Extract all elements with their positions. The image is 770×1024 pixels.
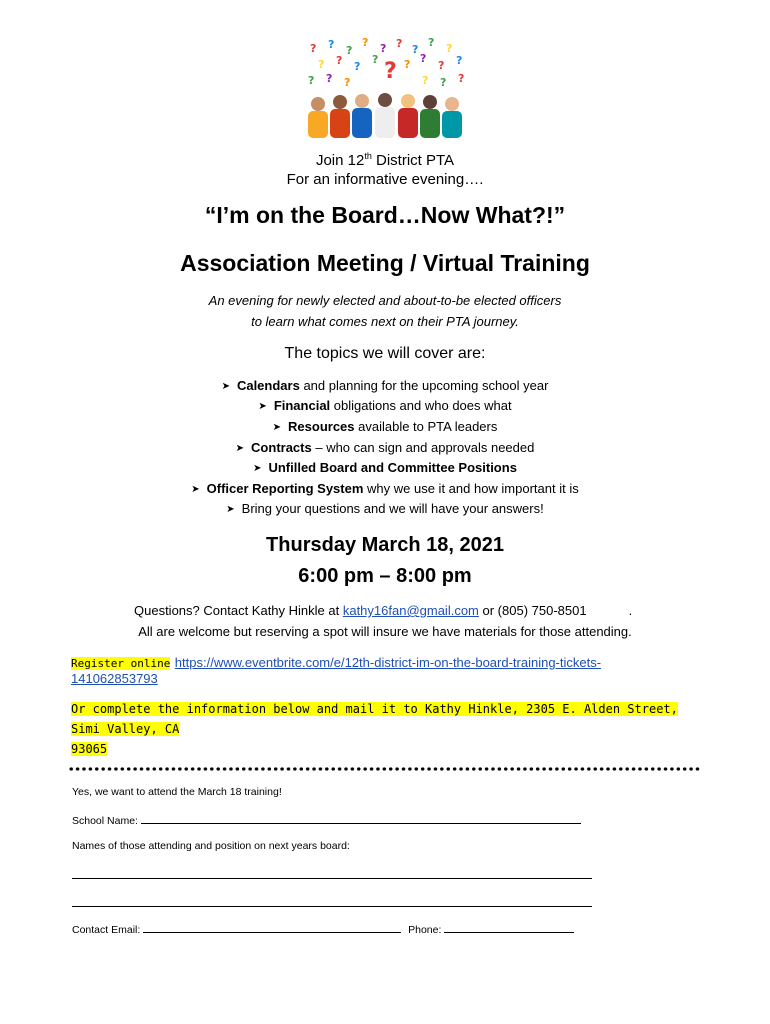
- svg-text:?: ?: [446, 42, 453, 55]
- svg-text:?: ?: [372, 53, 379, 66]
- intro-line-1: [0, 146, 770, 171]
- page-title: “I’m on the Board…Now What?!”: [204, 202, 566, 228]
- phone-label: Phone:: [408, 924, 442, 936]
- intro-join-sup: th: [364, 151, 372, 161]
- topic-bold: Unfilled Board and Committee Positions: [268, 460, 517, 475]
- intro-line-2: For an informative evening….: [286, 171, 484, 188]
- contact-phone: or (805) 750-8501: [478, 603, 587, 618]
- svg-text:?: ?: [308, 74, 315, 87]
- phone-field[interactable]: [444, 922, 574, 933]
- svg-text:?: ?: [380, 42, 387, 55]
- names-field-line-1[interactable]: [72, 868, 592, 879]
- event-date: Thursday March 18, 2021: [266, 534, 504, 556]
- svg-text:?: ?: [310, 42, 317, 55]
- arrow-bullet-icon: ➤: [253, 463, 262, 474]
- contact-email-link[interactable]: kathy16fan@gmail.com: [342, 603, 479, 618]
- svg-text:?: ?: [318, 58, 325, 71]
- names-label: Names of those attending and position on next years board:: [72, 840, 350, 852]
- arrow-bullet-icon: ➤: [272, 422, 282, 433]
- svg-text:?: ?: [404, 58, 411, 71]
- school-name-field[interactable]: [141, 813, 581, 824]
- svg-text:?: ?: [326, 72, 333, 85]
- svg-text:?: ?: [336, 54, 343, 67]
- description-line-1: An evening for newly elected and about-to-be elected officers: [208, 293, 562, 308]
- school-name-label: School Name:: [72, 815, 138, 827]
- arrow-bullet-icon: ➤: [221, 381, 230, 392]
- topic-item: [0, 458, 770, 481]
- intro-join-prefix: Join 12: [315, 152, 365, 169]
- mail-line-1: Or complete the information below and mail it to Kathy Hinkle, 2305 E. Alden Street, Simi Valley, CA: [71, 702, 678, 736]
- intro-join-suffix: District PTA: [371, 152, 455, 169]
- svg-text:?: ?: [328, 38, 335, 51]
- topic-rest: why we use it and how important it is: [363, 481, 579, 496]
- register-url-link-2[interactable]: 141062853793: [71, 671, 158, 686]
- svg-text:?: ?: [438, 59, 445, 72]
- topic-bold: Contracts: [251, 440, 312, 455]
- mail-line-2: 93065: [71, 742, 108, 756]
- register-line-2: [71, 670, 158, 688]
- topic-item: [0, 396, 770, 419]
- topic-rest: obligations and who does what: [330, 398, 512, 413]
- contact-email-field[interactable]: [143, 922, 401, 933]
- register-label: Register online: [71, 657, 171, 670]
- arrow-bullet-icon: ➤: [235, 443, 245, 454]
- svg-text:?: ?: [344, 76, 351, 89]
- page-subtitle: Association Meeting / Virtual Training: [180, 250, 590, 276]
- attend-line: Yes, we want to attend the March 18 training!: [72, 786, 282, 798]
- svg-text:?: ?: [384, 59, 397, 84]
- event-time: 6:00 pm – 8:00 pm: [298, 565, 472, 587]
- svg-text:?: ?: [396, 38, 403, 50]
- description-line-2: to learn what comes next on their PTA journey.: [251, 314, 519, 329]
- svg-text:?: ?: [458, 72, 465, 85]
- dotted-divider: [68, 766, 701, 772]
- svg-text:?: ?: [420, 52, 427, 65]
- topic-bold: Officer Reporting System: [206, 481, 364, 496]
- svg-text:?: ?: [440, 76, 447, 89]
- welcome-line: All are welcome but reserving a spot will insure we have materials for those attending.: [138, 624, 632, 639]
- contact-prefix: Questions? Contact Kathy Hinkle at: [134, 603, 343, 618]
- arrow-bullet-icon: ➤: [226, 504, 235, 515]
- contact-trailing: .: [628, 603, 633, 618]
- mail-instructions: [71, 699, 711, 759]
- names-field-line-2[interactable]: [72, 896, 592, 907]
- svg-text:?: ?: [346, 44, 353, 57]
- topic-rest: and planning for the upcoming school year: [299, 378, 549, 393]
- topic-item: [0, 417, 770, 440]
- svg-text:?: ?: [354, 60, 361, 73]
- topic-bold: Resources: [288, 419, 355, 434]
- topic-rest: – who can sign and approvals needed: [311, 440, 535, 455]
- arrow-bullet-icon: ➤: [191, 484, 200, 495]
- topic-bold: Financial: [273, 398, 331, 413]
- arrow-bullet-icon: ➤: [258, 401, 267, 412]
- topics-heading: The topics we will cover are:: [284, 345, 486, 362]
- topic-rest: available to PTA leaders: [354, 419, 498, 434]
- topic-item: [0, 499, 770, 522]
- contact-email-label: Contact Email:: [72, 924, 141, 936]
- svg-text:?: ?: [422, 74, 429, 87]
- school-name-row: [72, 813, 581, 827]
- topic-bold: Calendars: [236, 378, 300, 393]
- contact-row: [72, 922, 574, 936]
- svg-text:?: ?: [456, 54, 463, 67]
- register-url-link[interactable]: https://www.eventbrite.com/e/12th-district-im-on-the-board-training-tickets-: [174, 655, 602, 670]
- svg-text:?: ?: [428, 38, 435, 49]
- svg-text:?: ?: [362, 38, 369, 49]
- contact-line: [134, 603, 632, 618]
- topic-rest: Bring your questions and we will have your answers!: [241, 501, 544, 516]
- people-with-question-marks-icon: [300, 38, 472, 138]
- svg-text:?: ?: [412, 43, 419, 56]
